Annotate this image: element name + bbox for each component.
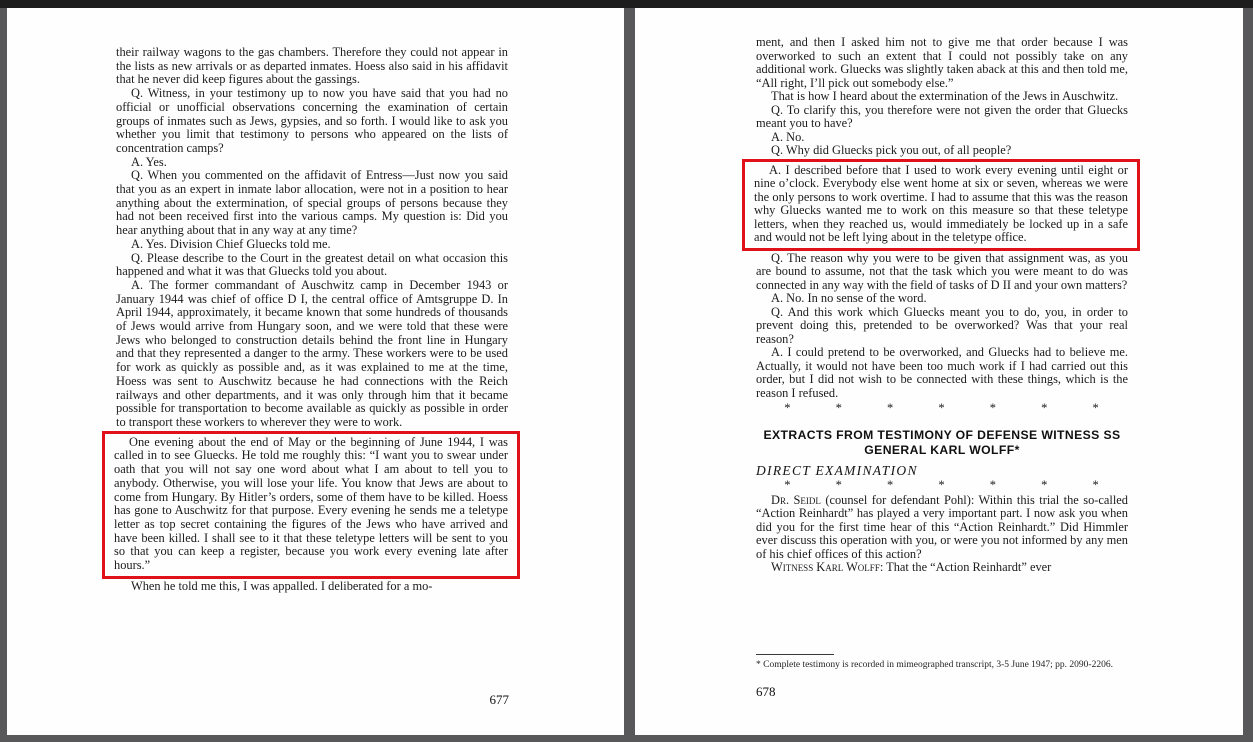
section-heading bbox=[756, 428, 1128, 458]
paragraph: A. I could pretend to be overworked, and Gluecks had to believe me. Actually, it would not have been too much work if I had carried out this order, but I did not wish to be connected with these things, which is the reason I refused. bbox=[756, 345, 1128, 400]
paragraph: Q. The reason why you were to be given that assignment was, as you are bound to assume, not that the task which you were meant to do was connected in any way with the field of tasks of D II and your own matters? bbox=[756, 250, 1128, 292]
paragraph: That is how I heard about the extermination of the Jews in Auschwitz. bbox=[771, 89, 1119, 103]
paragraph: A. Yes. bbox=[131, 154, 167, 169]
speaker-name: Dr. Seidl bbox=[771, 492, 821, 507]
paragraph: When he told me this, I was appalled. I deliberated for a mo- bbox=[131, 578, 433, 593]
paragraph: Q. Please describe to the Court in the greatest detail on what occasion this happened and what it was that Gluecks told you about. bbox=[116, 250, 508, 279]
paragraph: Q. Witness, in your testimony up to now you have said that you had no official or unofficial observations concerning the examination of certain groups of inmates such as Jews, gypsies, and so forth. I would like to ask you whether you limit that testimony to persons who appeared on the lists of concentration camps? bbox=[116, 86, 508, 155]
subsection-heading: DIRECT EXAMINATION bbox=[756, 462, 918, 478]
paragraph: A. No. In no sense of the word. bbox=[771, 291, 927, 305]
scan-top-edge bbox=[0, 0, 1253, 8]
paragraph: Q. And this work which Gluecks meant you to do, you, in order to prevent doing this, pretended to be overworked? Was that your real reason? bbox=[756, 304, 1128, 346]
section-heading-line: EXTRACTS FROM TESTIMONY OF DEFENSE WITNESS SS bbox=[763, 427, 1121, 442]
page-number-right: 678 bbox=[756, 684, 776, 699]
paragraph: Dr. Seidl (counsel for defendant Pohl): Within this trial the so-called “Action Reinhardt” has played a very important part. I now ask you when did you for the first time hear of this “Action Reinhardt.” Did Himmler ever discuss this operation with you, or were you not informed by any men of his chief offices of this action? bbox=[756, 492, 1128, 561]
footnote-text: * Complete testimony is recorded in mimeographed transcript, 3-5 June 1947; pp. 2090-2206. bbox=[756, 660, 1113, 670]
paragraph: their railway wagons to the gas chambers. Therefore they could not appear in the lists as new arrivals or as departed inmates. Hoess also said in his affidavit that he never did keep figures about the gassings. bbox=[116, 45, 508, 87]
paragraph: Q. Why did Gluecks pick you out, of all people? bbox=[771, 143, 1012, 157]
paragraph: Q. When you commented on the affidavit of Entress—Just now you said that you as an expert in inmate labor allocation, were not in a position to hear anything about the extermination, of special groups of persons because they had not been received first into the various camps. My question is: Did you hear anything about that in any way at any time? bbox=[116, 168, 508, 238]
asterisk-separator: * * * * * * * bbox=[784, 401, 1100, 415]
page-left bbox=[7, 8, 624, 735]
highlighted-paragraph: One evening about the end of May or the beginning of June 1944, I was called in to see Gluecks. He told me roughly this: “I want you to swear under oath that you will not say one word about what I am about to tell you to anybody. Otherwise, you will lose your life. You know that Jews are about to come from Hungary. By Hitler’s orders, some of them have to be killed. Hoess has gone to Auschwitz for that purpose. Every evening he sends me a teletype letter as top secret containing the figures of the Jews who have arrived and have been killed. I shall see to it that these teletype letters will be sent to you so that you can keep a register, because you work every evening late after hours.” bbox=[102, 431, 520, 579]
speaker-name: Witness Karl Wolff bbox=[771, 560, 880, 574]
paragraph: A. The former commandant of Auschwitz camp in December 1943 or January 1944 was chief of office D I, the central office of Amtsgruppe D. In April 1944, approximately, it became known that some hundreds of thousands of Jews would arrive from Hungary soon, and we were told that these were Jews who belonged to construction details behind the front line in Hungary and that they represented a danger to the army. These workers were to be used for work as quickly as possible and, as it was explained to me at the time, Hoess was sent to Auschwitz because he had connections with the Reich railways and other departments, and it was only through him that it became possible for transportation to become available as quickly as possible in order to transport these workers to wherever they were to work. bbox=[116, 277, 508, 429]
page-number-left: 677 bbox=[489, 692, 509, 707]
paragraph: Witness Karl Wolff: That the “Action Reinhardt” ever bbox=[771, 560, 1052, 574]
footnote-rule bbox=[756, 654, 834, 655]
paragraph: A. Yes. Division Chief Gluecks told me. bbox=[131, 236, 331, 251]
page-left-text-column bbox=[116, 46, 508, 593]
paragraph: A. No. bbox=[771, 129, 805, 144]
page-right-text-column bbox=[756, 36, 1128, 575]
paragraph: Q. To clarify this, you therefore were not given the order that Gluecks meant you to have? bbox=[756, 102, 1128, 130]
paragraph: ment, and then I asked him not to give me that order because I was overworked to such an extent that I could not possibly take on any additional work. Gluecks was slightly taken aback at this and then told me, “All right, I’ll pick out somebody else.” bbox=[756, 35, 1128, 90]
footnote bbox=[756, 654, 1146, 671]
highlighted-paragraph: A. I described before that I used to work every evening until eight or nine o’clock. Everybody else went home at six or seven, whereas we were the only persons to work overtime. I had to assume that this was the reason why Gluecks wanted me to work on this measure so that these teletype letters, when they reached us, would immediately be locked up in a safe and would not be left lying about in the teletype office. bbox=[742, 159, 1140, 251]
section-heading-line: GENERAL KARL WOLFF* bbox=[864, 442, 1020, 457]
page-right bbox=[635, 8, 1243, 735]
asterisk-separator: * * * * * * * bbox=[784, 478, 1100, 492]
